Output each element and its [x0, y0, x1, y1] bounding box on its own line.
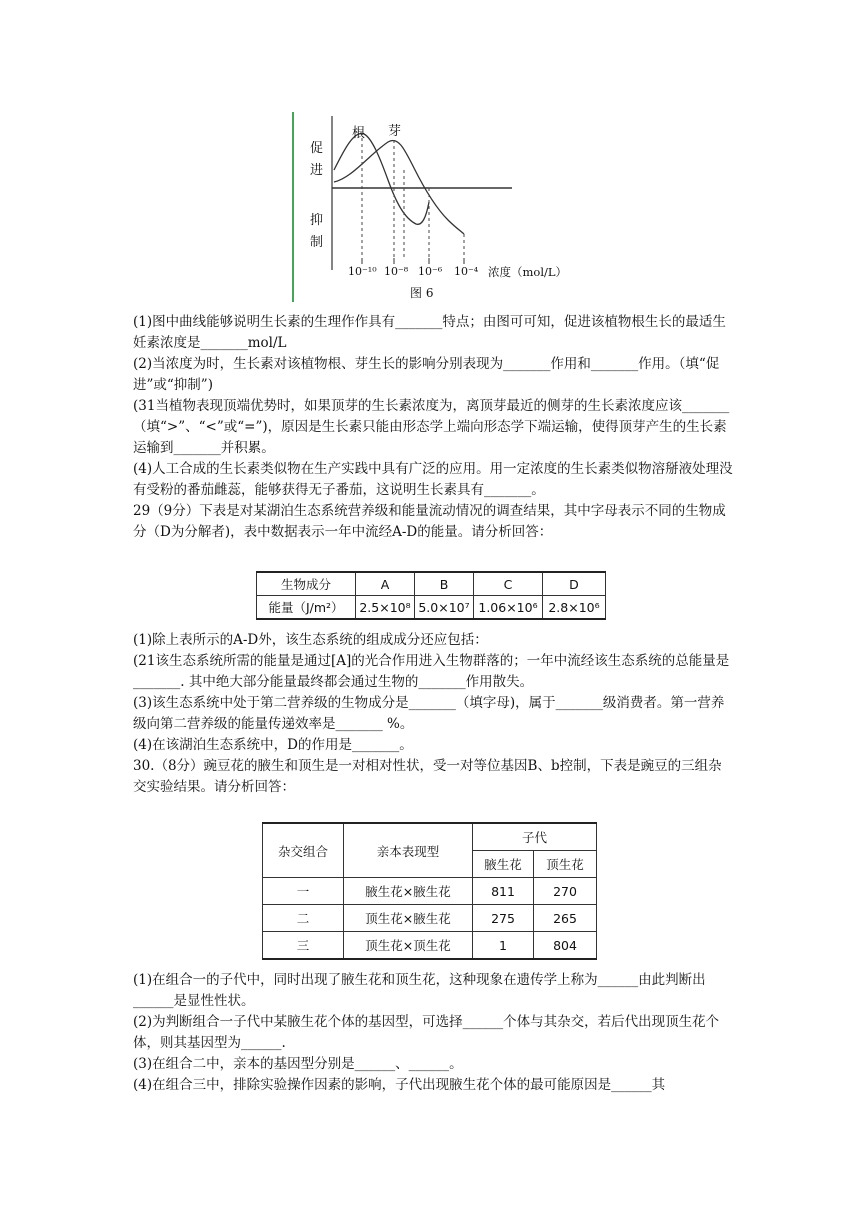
q28-item-1: (1)图中曲线能够说明生长素的生理作作具有_______特点；由图可可知，促进该植物根生长的最适生妊素浓度是_______mol/L	[133, 314, 726, 351]
table-cell: 804	[534, 932, 597, 960]
q30-block	[133, 970, 733, 1096]
table-cell: 一	[263, 878, 344, 905]
q30-item-4: (4)在组合三中，排除实验操作因素的影响，子代出现腋生花个体的最可能原因是______其	[133, 1077, 666, 1093]
y-label-promote: 促 进	[310, 141, 324, 178]
table-header-cell: A	[356, 572, 415, 596]
table-row	[263, 878, 597, 905]
table-cell: 二	[263, 905, 344, 932]
q29-item-4: (4)在该湖泊生态系统中，D的作用是_______。	[133, 737, 413, 753]
x-tick-label: 10⁻⁴	[454, 265, 479, 278]
table-cell: 5.0×10⁷	[415, 596, 474, 620]
q28-item-4: (4)人工合成的生长素类似物在生产实践中具有广泛的应用。用一定浓度的生长素类似物溶掰液处理没有受粉的番茄雌蕊，能够获得无子番茄，这说明生长素具有_______。	[133, 461, 733, 498]
q29-intro: 29（9分）下表是对某湖泊生态系统营养级和能量流动情况的调查结果，其中字母表示不同的生物成分（D为分解者)，表中数据表示一年中流经A-D的能量。请分析回答：	[133, 503, 726, 540]
table-cell: 275	[473, 905, 534, 932]
q30-intro: 30.（8分）豌豆花的腋生和顶生是一对相对性状，受一对等位基因B、b控制，下表是豌豆的三组杂交实验结果。请分析回答：	[133, 758, 722, 795]
q29-item-2: (21该生态系统所需的能量是通过[A]的光合作用进入生物群落的；一年中流经该生态系统的总能量是_______. 其中绝大部分能量最终都会通过生物的_______作用散失。	[133, 653, 730, 690]
x-tick-label: 10⁻⁸	[384, 265, 409, 278]
table-cell: 2.8×10⁶	[543, 596, 606, 620]
table-cell: 1.06×10⁶	[474, 596, 543, 620]
q30-item-2: (2)为判断组合一子代中某腋生花个体的基因型，可选择______个体与其杂交，若后代出现顶生花个体，则其基因型为______.	[133, 1014, 720, 1051]
table-header-cell: 亲本表现型	[344, 823, 473, 878]
table-header-cell: D	[543, 572, 606, 596]
table-cell: 265	[534, 905, 597, 932]
q29-block	[133, 630, 733, 798]
table-cell: 811	[473, 878, 534, 905]
table-cell: 270	[534, 878, 597, 905]
table-header-cell: 子代	[473, 823, 597, 851]
table-header-cell: 腋生花	[473, 851, 534, 878]
table-header-cell: B	[415, 572, 474, 596]
table-header-cell: 生物成分	[257, 572, 356, 596]
q28-block	[133, 312, 733, 543]
q28-item-2: (2)当浓度为时，生长素对该植物根、芽生长的影响分别表现为_______作用和_______作用。（填“促进”或“抑制”)	[133, 356, 720, 393]
label-bud: 芽	[388, 124, 402, 139]
table-cell: 腋生花×腋生花	[344, 878, 473, 905]
figure-caption: 图 6	[410, 286, 434, 300]
table-cell: 顶生花×腋生花	[344, 905, 473, 932]
q29-item-3: (3)该生态系统中处于第二营养级的生物成分是_______（填字母)，属于_______级消费者。第一营养级向第二营养级的能量传递效率是_______ %。	[133, 695, 725, 732]
q29-item-1: (1)除上表所示的A-D外，该生态系统的组成成分还应包括：	[133, 632, 488, 648]
x-tick-label: 10⁻⁶	[418, 265, 443, 278]
y-label-inhibit: 抑 制	[310, 213, 324, 250]
table-row	[263, 905, 597, 932]
energy-table	[256, 571, 606, 620]
cross-table	[262, 822, 597, 960]
q28-item-3: (31当植物表现顶端优势时，如果顶芽的生长素浓度为，离顶芽最近的侧芽的生长素浓度应该_______（填“>”、“<”或“=”)，原因是生长素只能由形态学上端向形态学下端运输，使得顶芽产生的生长素运输到_______并积累。	[133, 398, 730, 456]
table-row	[263, 932, 597, 960]
table-row-label: 能量（J/m²）	[257, 596, 356, 620]
x-tick-label: 10⁻¹⁰	[348, 265, 377, 278]
table-header-cell: 顶生花	[534, 851, 597, 878]
table-header-cell: C	[474, 572, 543, 596]
table-header-cell: 杂交组合	[263, 823, 344, 878]
table-cell: 顶生花×顶生花	[344, 932, 473, 960]
bud-curve	[334, 140, 464, 234]
q30-item-3: (3)在组合二中，亲本的基因型分别是______、______。	[133, 1056, 463, 1072]
label-root: 根	[352, 126, 366, 141]
table-cell: 三	[263, 932, 344, 960]
x-axis-label: 浓度（mol/L）	[488, 265, 568, 279]
table-cell: 1	[473, 932, 534, 960]
table-cell: 2.5×10⁸	[356, 596, 415, 620]
q30-item-1: (1)在组合一的子代中，同时出现了腋生花和顶生花，这种现象在遗传学上称为______由此判断出______是显性性状。	[133, 972, 706, 1009]
figure-6	[292, 108, 568, 304]
